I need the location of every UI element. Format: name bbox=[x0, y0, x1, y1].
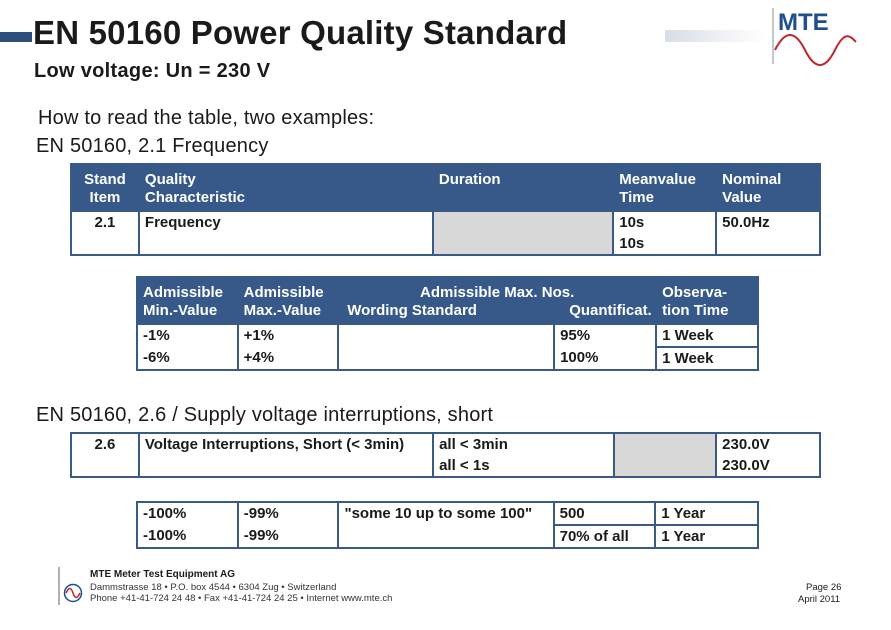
cell-mean-time bbox=[614, 433, 717, 477]
page-title: EN 50160 Power Quality Standard bbox=[33, 14, 568, 51]
cell-max: -99% bbox=[238, 502, 339, 525]
header-admissible-nos bbox=[338, 277, 656, 324]
cell-item: 2.1 bbox=[71, 211, 139, 255]
table-row bbox=[137, 347, 758, 370]
footer-company: MTE Meter Test Equipment AG bbox=[90, 569, 236, 580]
logo-text: MTE bbox=[778, 9, 829, 36]
header-wording-standard: Wording Standard bbox=[347, 302, 477, 319]
page-subtitle: Low voltage: Un = 230 V bbox=[34, 60, 271, 82]
header-meanvalue-time: Meanvalue Time bbox=[613, 164, 716, 211]
footer-divider bbox=[58, 567, 60, 605]
frequency-main-table bbox=[70, 163, 821, 256]
cell-obs: 1 Year bbox=[655, 502, 758, 525]
interruptions-main-table bbox=[70, 432, 821, 478]
header-admissible-max: Admissible Max.-Value bbox=[238, 277, 339, 324]
page-number: Page 26 bbox=[806, 582, 842, 593]
cell-min: -1% bbox=[137, 324, 238, 347]
cell-nominal-2: 230.0V bbox=[716, 455, 820, 477]
interruptions-limits-table bbox=[136, 501, 759, 549]
header-stand-item: Stand Item bbox=[71, 164, 139, 211]
cell-max: +1% bbox=[238, 324, 339, 347]
cell-min: -6% bbox=[137, 347, 238, 370]
cell-min: -100% bbox=[137, 502, 238, 525]
mte-logo bbox=[772, 8, 858, 66]
mte-small-logo-icon bbox=[63, 583, 83, 603]
header-quantification: Quantificat. bbox=[569, 302, 652, 319]
header-observation-time: Observa- tion Time bbox=[656, 277, 758, 324]
cell-wording bbox=[338, 324, 554, 347]
header-admissible-min: Admissible Min.-Value bbox=[137, 277, 238, 324]
heading-example-interruptions: EN 50160, 2.6 / Supply voltage interruptions, short bbox=[36, 404, 494, 426]
cell-quant: 500 bbox=[554, 502, 656, 525]
header-quality-characteristic: Quality Characteristic bbox=[139, 164, 433, 211]
cell-duration-2: all < 1s bbox=[433, 455, 613, 477]
cell-quant: 70% of all bbox=[554, 525, 656, 548]
cell-quant: 100% bbox=[554, 347, 656, 370]
table-row bbox=[137, 502, 758, 525]
cell-duration-1: all < 3min bbox=[433, 433, 613, 455]
cell-wording bbox=[338, 347, 554, 370]
title-divider bbox=[665, 30, 765, 42]
header-nominal-value: Nominal Value bbox=[716, 164, 820, 211]
cell-quality: Voltage Interruptions, Short (< 3min) bbox=[139, 433, 433, 477]
cell-obs: 1 Year bbox=[655, 525, 758, 548]
table-row bbox=[137, 324, 758, 347]
heading-how-to-read: How to read the table, two examples: bbox=[38, 107, 375, 129]
header-duration: Duration bbox=[433, 164, 613, 211]
heading-example-frequency: EN 50160, 2.1 Frequency bbox=[36, 135, 269, 157]
cell-mean-time-1: 10s bbox=[613, 211, 716, 233]
cell-min: -100% bbox=[137, 525, 238, 548]
cell-wording: "some 10 up to some 100" bbox=[338, 502, 553, 525]
table-row bbox=[137, 525, 758, 548]
cell-duration bbox=[433, 211, 613, 255]
cell-nominal-1: 230.0V bbox=[716, 433, 820, 455]
cell-item: 2.6 bbox=[71, 433, 139, 477]
footer-contact: Phone +41-41-724 24 48 • Fax +41-41-724 24 25 • Internet www.mte.ch bbox=[90, 593, 393, 604]
footer-date: April 2011 bbox=[798, 594, 841, 605]
cell-max: -99% bbox=[238, 525, 339, 548]
cell-wording bbox=[338, 525, 553, 548]
header-nos-title: Admissible Max. Nos. bbox=[420, 284, 575, 301]
cell-mean-time-2: 10s bbox=[613, 233, 716, 255]
cell-max: +4% bbox=[238, 347, 339, 370]
cell-obs: 1 Week bbox=[656, 324, 758, 347]
cell-quality: Frequency bbox=[139, 211, 433, 255]
frequency-limits-table bbox=[136, 276, 759, 371]
footer-address: Dammstrasse 18 • P.O. box 4544 • 6304 Zug • Switzerland bbox=[90, 582, 337, 593]
title-accent-bar bbox=[0, 32, 32, 42]
cell-quant: 95% bbox=[554, 324, 656, 347]
cell-nominal: 50.0Hz bbox=[716, 211, 820, 255]
cell-obs: 1 Week bbox=[656, 347, 758, 370]
